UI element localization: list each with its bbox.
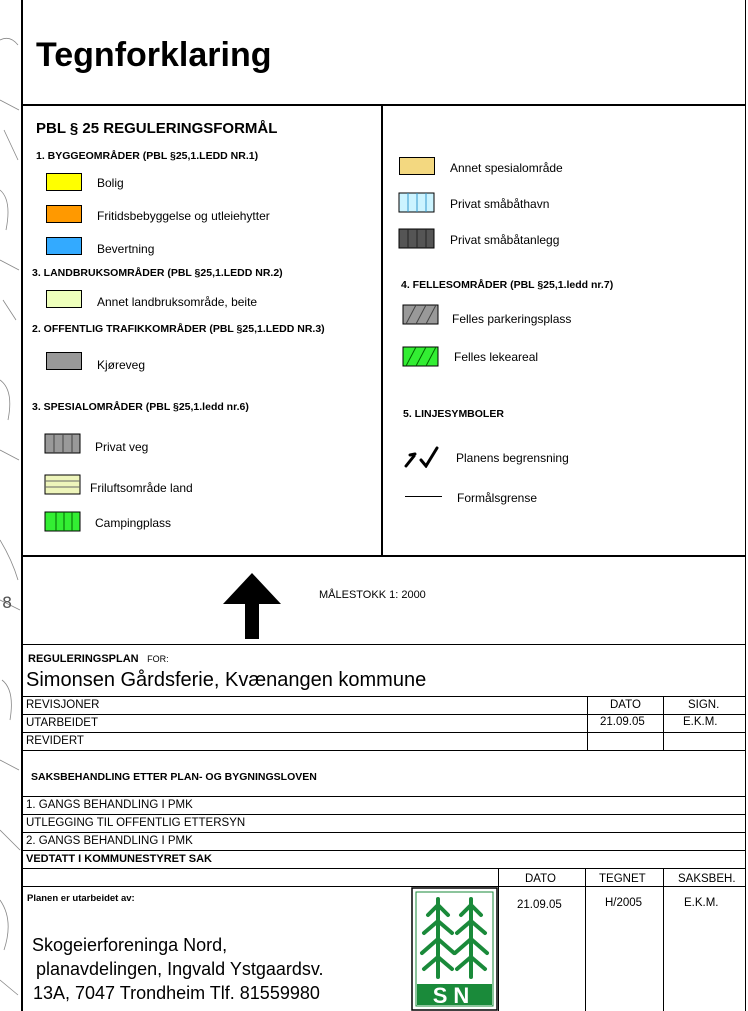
label-begrensning: Planens begrensning	[456, 451, 569, 465]
saks-row2: UTLEGGING TIL OFFENTLIG ETTERSYN	[26, 817, 246, 829]
footer-saksbeh-header: SAKSBEH.	[678, 873, 736, 885]
rev-col1	[587, 696, 588, 750]
plan-label: REGULERINGSPLAN	[28, 653, 139, 665]
rev-sign-header: SIGN.	[688, 699, 720, 711]
rev-mid2	[21, 732, 746, 733]
saks-heading: SAKSBEHANDLING ETTER PLAN- OG BYGNINGSLOVEN	[31, 771, 317, 783]
label-annet-spesial: Annet spesialområde	[450, 161, 563, 175]
swatch-bolig	[46, 173, 82, 191]
label-parkering: Felles parkeringsplass	[452, 312, 572, 326]
swatch-kjoreveg	[46, 352, 82, 370]
footer-dato-value: 21.09.05	[517, 899, 562, 911]
saks-line5	[21, 868, 746, 869]
label-friluft: Friluftsområde land	[90, 481, 193, 495]
group-spesial: 3. SPESIALOMRÅDER (PBL §25,1.ledd nr.6)	[32, 401, 249, 413]
org-line1: Skogeierforeninga Nord,	[32, 935, 228, 955]
saks-line4	[21, 850, 746, 851]
swatch-parkering	[402, 304, 440, 326]
label-bevertning: Bevertning	[97, 242, 155, 256]
title-divider	[21, 104, 746, 106]
rev-utarbeidet: UTARBEIDET	[26, 717, 98, 729]
sn-logo	[411, 887, 498, 1011]
rev-revisjoner: REVISJONER	[26, 699, 100, 711]
swatch-smabatanlegg	[398, 228, 436, 250]
label-landbruk: Annet landbruksområde, beite	[97, 295, 258, 309]
svg-text:8: 8	[2, 593, 13, 612]
rev-dato-header: DATO	[610, 699, 641, 711]
swatch-privat-veg	[44, 433, 82, 455]
plan-label-row	[28, 649, 169, 667]
swatch-camping	[44, 511, 82, 533]
footer-col3	[663, 868, 664, 1011]
label-formalsgrense: Formålsgrense	[457, 491, 538, 505]
scale-text: MÅLESTOKK 1: 2000	[319, 589, 426, 601]
label-fritid: Fritidsbebyggelse og utleiehytter	[97, 209, 270, 223]
footer-dato-header: DATO	[525, 873, 556, 885]
swatch-smabathavn	[398, 192, 436, 214]
legend-bottom-divider	[21, 555, 746, 557]
swatch-bevertning	[46, 237, 82, 255]
rev-top	[21, 696, 746, 697]
plan-boundary-symbol	[404, 444, 444, 468]
saks-row3: 2. GANGS BEHANDLING I PMK	[26, 835, 193, 847]
footer-tegnet-header: TEGNET	[599, 873, 646, 885]
legend-column-divider	[381, 104, 383, 555]
swatch-fritid	[46, 205, 82, 223]
rev-col2	[663, 696, 664, 750]
group-byggeomrader: 1. BYGGEOMRÅDER (PBL §25,1.LEDD NR.1)	[36, 150, 259, 162]
saks-row1: 1. GANGS BEHANDLING I PMK	[26, 799, 193, 811]
north-arrow-icon	[221, 572, 283, 640]
rev-bottom	[21, 750, 746, 751]
label-camping: Campingplass	[95, 516, 172, 530]
swatch-friluft	[44, 474, 82, 496]
rev-utarbeidet-dato: 21.09.05	[600, 716, 645, 728]
org-line3: 13A, 7047 Trondheim Tlf. 81559980	[33, 983, 320, 1003]
label-privat-veg: Privat veg	[95, 440, 149, 454]
rev-revidert: REVIDERT	[26, 735, 84, 747]
swatch-landbruk	[46, 290, 82, 308]
org-line2: planavdelingen, Ingvald Ystgaardsv.	[36, 959, 324, 979]
footer-col1	[498, 868, 499, 1011]
saks-line2	[21, 814, 746, 815]
saks-row4: VEDTATT I KOMMUNESTYRET SAK	[26, 853, 212, 865]
group-fellesomrader: 4. FELLESOMRÅDER (PBL §25,1.ledd nr.7)	[401, 279, 614, 291]
label-bolig: Bolig	[97, 176, 124, 190]
label-smabatanlegg: Privat småbåtanlegg	[450, 233, 560, 247]
swatch-lekeareal	[402, 346, 440, 368]
rev-mid1	[21, 714, 746, 715]
rev-utarbeidet-sign: E.K.M.	[683, 716, 718, 728]
plan-top-divider	[21, 644, 746, 645]
plan-for: FOR:	[147, 654, 169, 664]
section-heading: PBL § 25 REGULERINGSFORMÅL	[36, 120, 278, 137]
label-kjoreveg: Kjøreveg	[97, 358, 146, 372]
swatch-annet-spesial	[399, 157, 435, 175]
label-smabathavn: Privat småbåthavn	[450, 197, 550, 211]
group-trafikk: 2. OFFENTLIG TRAFIKKOMRÅDER (PBL §25,1.LEDD NR.3)	[32, 323, 325, 335]
logo-text: SN	[432, 983, 476, 1008]
map-edge-fragment	[0, 0, 21, 1011]
saks-line1	[21, 796, 746, 797]
saks-line3	[21, 832, 746, 833]
label-lekeareal: Felles lekeareal	[454, 350, 539, 364]
made-by-label: Planen er utarbeidet av:	[27, 893, 135, 904]
footer-saksbeh-value: E.K.M.	[684, 897, 719, 909]
footer-col2	[585, 868, 586, 1011]
page-title: Tegnforklaring	[36, 36, 272, 74]
footer-tegnet-value: H/2005	[605, 897, 643, 909]
plan-name: Simonsen Gårdsferie, Kvænangen kommune	[26, 669, 427, 691]
group-landbruk: 3. LANDBRUKSOMRÅDER (PBL §25,1.LEDD NR.2)	[32, 267, 283, 279]
formalsgrense-symbol	[405, 496, 442, 497]
group-linjesymboler: 5. LINJESYMBOLER	[403, 408, 504, 420]
footer-top	[21, 886, 746, 887]
